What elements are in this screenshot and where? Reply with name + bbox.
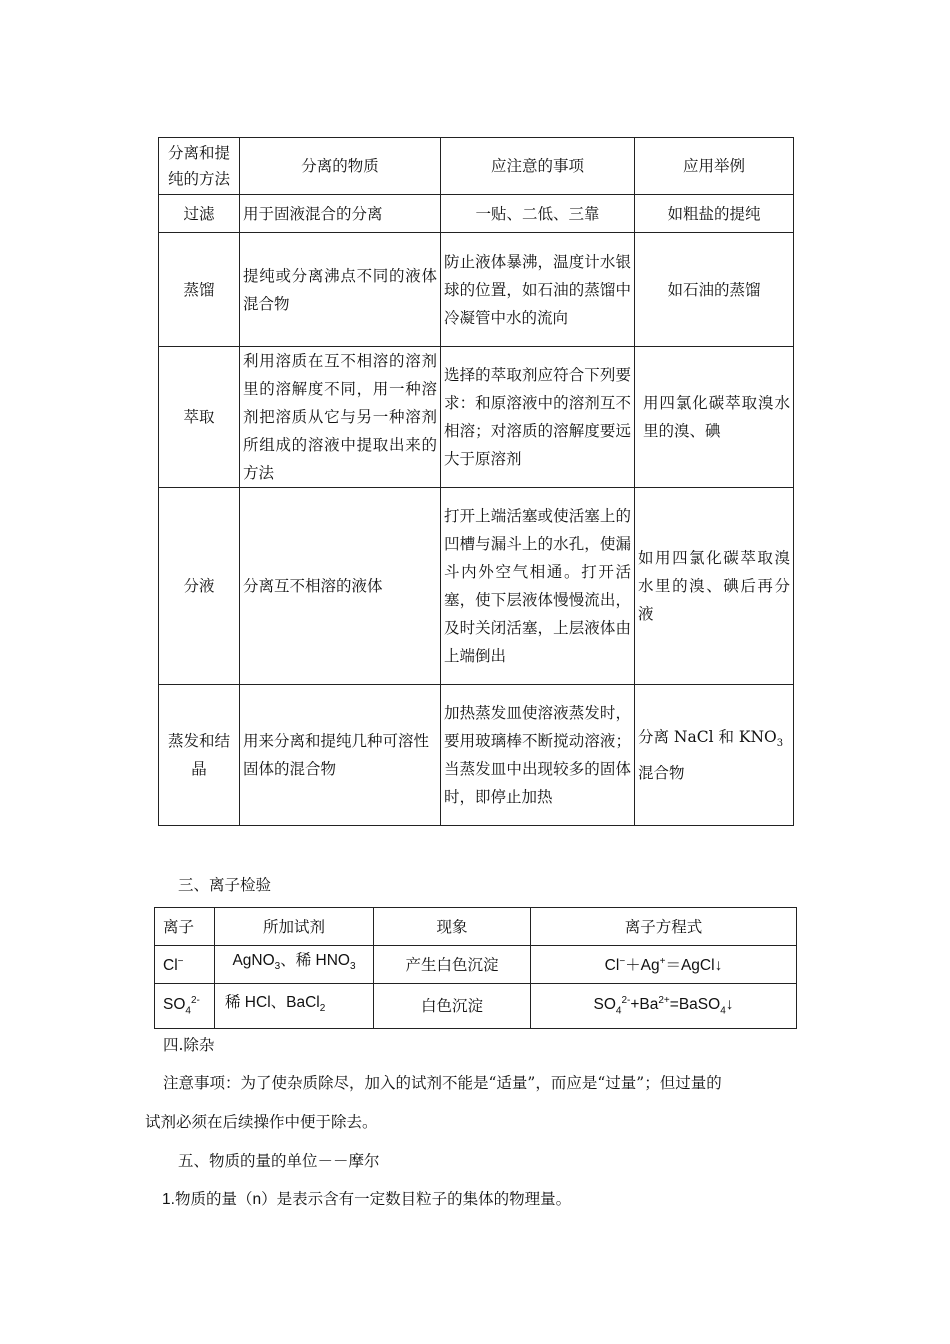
reagent-text: 、稀 HNO	[280, 952, 350, 970]
reagent-cell	[215, 984, 374, 1029]
superscript: 2-	[190, 994, 200, 1006]
example-cell: 用四氯化碳萃取溴水里的溴、碘	[635, 347, 794, 488]
equation-cell	[531, 984, 797, 1029]
example-text: 分离 NaCl 和 KNO	[638, 728, 777, 747]
ion-cell	[155, 984, 215, 1029]
equation-cell	[531, 946, 797, 984]
example-cell: 如石油的蒸馏	[635, 233, 794, 347]
superscript: −	[177, 956, 184, 968]
section-4-heading: 四.除杂	[163, 1036, 215, 1054]
header-example: 应用举例	[635, 138, 794, 195]
header-notes: 应注意的事项	[441, 138, 635, 195]
subscript: 3	[776, 738, 784, 750]
substance-cell: 用来分离和提纯几种可溶性固体的混合物	[240, 685, 441, 826]
subscript: 4	[615, 1005, 622, 1017]
header-ion: 离子	[155, 908, 215, 946]
header-phenomenon: 现象	[374, 908, 531, 946]
table-row	[159, 347, 794, 488]
superscript: −	[619, 956, 626, 968]
table-header-row	[155, 908, 797, 946]
equation-text: Cl	[604, 957, 620, 975]
table-row	[159, 488, 794, 685]
subscript: 3	[349, 961, 356, 973]
substance-cell: 用于固液混合的分离	[240, 195, 441, 233]
notes-cell: 一贴、二低、三靠	[441, 195, 635, 233]
phenomenon-cell: 白色沉淀	[374, 984, 531, 1029]
superscript: 2+	[658, 994, 670, 1006]
equation-text: SO	[593, 996, 616, 1014]
reagent-text: AgNO	[232, 952, 275, 970]
section-5-item-1	[162, 1187, 571, 1209]
separation-methods-table	[158, 137, 794, 826]
equation-text: =BaSO	[669, 996, 721, 1014]
header-method: 分离和提纯的方法	[159, 138, 240, 195]
example-cell: 如粗盐的提纯	[635, 195, 794, 233]
equation-text: ＝AgCl↓	[665, 957, 723, 975]
ion-text: Cl	[163, 957, 178, 975]
method-cell: 分液	[159, 488, 240, 685]
method-cell: 萃取	[159, 347, 240, 488]
reagent-text: 稀 HCl、BaCl	[225, 993, 320, 1011]
section-4-line-1: 注意事项：为了使杂质除尽，加入的试剂不能是“适量”，而应是“过量”；但过量的	[163, 1074, 722, 1092]
example-cell: 如用四氯化碳萃取溴水里的溴、碘后再分液	[635, 488, 794, 685]
method-cell: 过滤	[159, 195, 240, 233]
table-row	[159, 195, 794, 233]
subscript: 3	[274, 961, 281, 973]
subscript: 4	[185, 1005, 191, 1017]
example-cell	[635, 685, 794, 826]
item-symbol: n	[252, 1191, 262, 1208]
table-header-row	[159, 138, 794, 195]
section-3-heading: 三、离子检验	[178, 876, 272, 894]
header-reagent: 所加试剂	[215, 908, 374, 946]
equation-text: ↓	[725, 996, 734, 1014]
table-row	[155, 946, 797, 984]
ion-test-table	[154, 907, 797, 1029]
table-row	[155, 984, 797, 1029]
section-4-line-2: 试剂必须在后续操作中便于除去。	[145, 1113, 378, 1131]
header-substance: 分离的物质	[240, 138, 441, 195]
notes-cell: 加热蒸发皿使溶液蒸发时，要用玻璃棒不断搅动溶液；当蒸发皿中出现较多的固体时，即停止加热	[441, 685, 635, 826]
notes-cell: 打开上端活塞或使活塞上的凹槽与漏斗上的水孔，使漏斗内外空气相通。打开活塞，使下层液体慢慢流出，及时关闭活塞，上层液体由上端倒出	[441, 488, 635, 685]
substance-cell: 提纯或分离沸点不同的液体混合物	[240, 233, 441, 347]
table-row	[159, 685, 794, 826]
subscript: 2	[319, 1003, 326, 1015]
ion-cell	[155, 946, 215, 984]
substance-cell: 利用溶质在互不相溶的溶剂里的溶解度不同，用一种溶剂把溶质从它与另一种溶剂所组成的溶液中提取出来的方法	[240, 347, 441, 488]
equation-text: ＋Ag	[625, 957, 660, 975]
notes-cell: 选择的萃取剂应符合下列要求：和原溶液中的溶剂互不相溶；对溶质的溶解度要远大于原溶剂	[441, 347, 635, 488]
superscript: 2-	[621, 994, 631, 1006]
item-text: ）是表示含有一定数目粒子的集体的物理量。	[261, 1190, 572, 1208]
section-5-heading: 五、物质的量的单位－－摩尔	[178, 1152, 380, 1170]
item-text: 物质的量（	[174, 1190, 253, 1208]
item-number: 1.	[162, 1191, 175, 1208]
method-cell: 蒸馏	[159, 233, 240, 347]
substance-cell: 分离互不相溶的液体	[240, 488, 441, 685]
method-cell: 蒸发和结晶	[159, 685, 240, 826]
phenomenon-cell: 产生白色沉淀	[374, 946, 531, 984]
subscript: 4	[720, 1005, 726, 1017]
equation-text: +Ba	[630, 996, 659, 1014]
header-equation: 离子方程式	[531, 908, 797, 946]
ion-text: SO	[163, 996, 186, 1014]
superscript: +	[659, 956, 666, 968]
reagent-cell	[215, 946, 374, 984]
table-row	[159, 233, 794, 347]
example-text: 混合物	[638, 763, 685, 782]
notes-cell: 防止液体暴沸，温度计水银球的位置，如石油的蒸馏中冷凝管中水的流向	[441, 233, 635, 347]
